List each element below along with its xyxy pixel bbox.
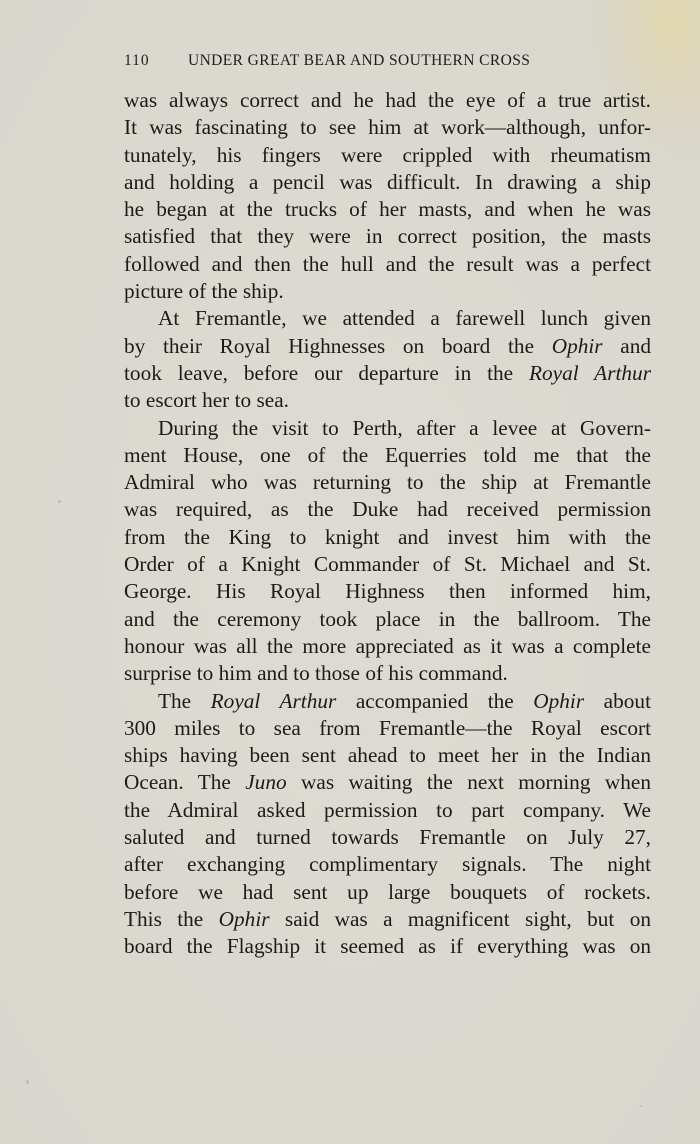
text-line [124,906,651,933]
text-segment: board the Flagship it seemed as if everything was on [124,934,651,959]
text-segment: the Admiral asked permission to part company. We [124,797,651,822]
italic-ship-name: Ophir [533,688,585,713]
text-segment: said was a magnificent sight, but on [269,906,651,931]
text-segment: ships having been sent ahead to meet her in the Indian [124,743,651,768]
text-segment: picture of the ship. [124,279,284,304]
text-segment: accompanied the [336,688,534,713]
text-line [124,251,651,278]
text-line [124,933,651,960]
text-segment: George. His Royal Highness then informed him, [124,579,651,604]
italic-ship-name: Royal Arthur [210,688,337,713]
text-line [124,660,651,687]
text-segment: followed and then the hull and the result was a perfect [124,251,651,276]
paper-speck [58,500,61,503]
text-line [124,769,651,796]
text-segment: At Fremantle, we attended a farewell lunch given [158,306,651,331]
text-line [124,387,651,414]
text-segment: took leave, before our departure in the [124,360,530,385]
running-head [124,52,656,70]
text-segment: It was fascinating to see him at work—although, unfor- [124,115,651,140]
body-text [124,87,651,961]
text-segment: and holding a pencil was difficult. In drawing a ship [124,169,651,194]
text-line [124,606,651,633]
text-line [124,633,651,660]
text-segment: about [584,688,651,713]
text-line [124,879,651,906]
text-segment: saluted and turned towards Fremantle on July 27, [124,825,651,850]
text-line [124,415,651,442]
text-line [124,87,651,114]
text-segment: This the [124,906,219,931]
text-line [124,797,651,824]
text-line [124,169,651,196]
text-segment: was waiting the next morning when [286,770,651,795]
text-segment: Ocean. The [124,770,246,795]
text-line [124,578,651,605]
text-segment: honour was all the more appreciated as it was a complete [124,633,651,658]
text-segment: to escort her to sea. [124,388,289,413]
text-line [124,715,651,742]
text-line [124,223,651,250]
paper-speck [26,1080,29,1084]
italic-ship-name: Royal Arthur [529,360,651,385]
italic-ship-name: Ophir [218,906,270,931]
text-line [124,524,651,551]
text-line [124,142,651,169]
text-line [124,688,651,715]
text-line [124,469,651,496]
text-line [124,496,651,523]
text-segment: he began at the trucks of her masts, and when he was [124,197,651,222]
text-line [124,196,651,223]
text-segment: after exchanging complimentary signals. The night [124,852,651,877]
italic-ship-name: Ophir [551,333,603,358]
text-line [124,333,651,360]
text-segment: Admiral who was returning to the ship at Fremantle [124,470,651,495]
text-line [124,824,651,851]
paper-speck [640,1105,642,1107]
text-line [124,742,651,769]
text-line [124,114,651,141]
text-segment: During the visit to Perth, after a levee at Govern- [158,415,651,440]
text-segment: before we had sent up large bouquets of rockets. [124,879,651,904]
text-line [124,305,651,332]
running-title: UNDER GREAT BEAR AND SOUTHERN CROSS [188,52,531,69]
text-segment: was always correct and he had the eye of a true artist. [124,88,651,112]
text-line [124,278,651,305]
text-line [124,442,651,469]
text-segment: Order of a Knight Commander of St. Michael and St. [124,552,651,577]
text-segment: tunately, his fingers were crippled with rheumatism [124,142,651,167]
text-segment: satisfied that they were in correct position, the masts [124,224,651,249]
text-segment: and the ceremony took place in the ballroom. The [124,606,651,631]
text-segment: surprise to him and to those of his command. [124,661,508,686]
text-segment: from the King to knight and invest him with the [124,524,651,549]
italic-ship-name: Juno [245,770,287,795]
text-line [124,551,651,578]
text-line [124,360,651,387]
text-segment: was required, as the Duke had received permission [124,497,651,522]
text-segment: ment House, one of the Equerries told me that the [124,442,651,467]
page-number: 110 [124,52,150,69]
text-segment: and [602,333,651,358]
text-line [124,851,651,878]
text-segment: 300 miles to sea from Fremantle—the Royal escort [124,715,651,740]
text-segment: by their Royal Highnesses on board the [124,333,552,358]
text-segment: The [158,688,211,713]
